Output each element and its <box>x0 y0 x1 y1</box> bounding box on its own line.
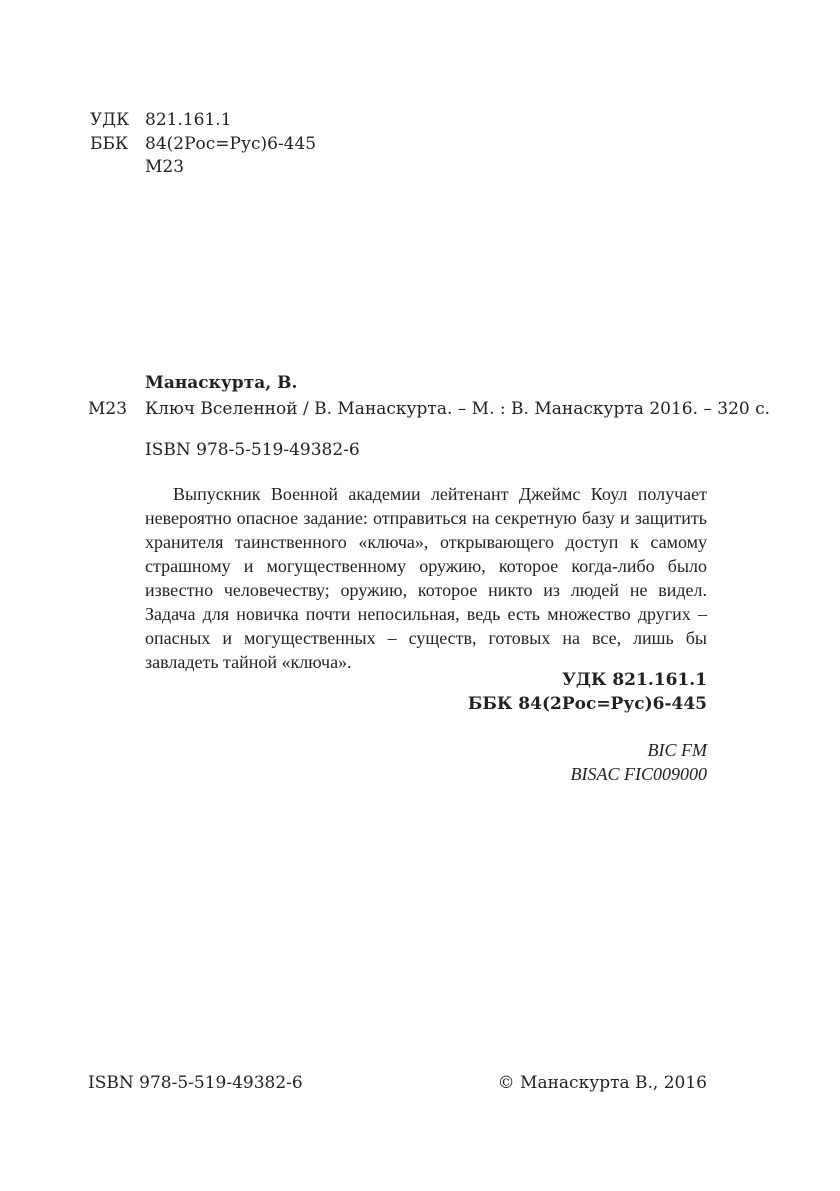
udk-value: 821.161.1 <box>145 110 232 130</box>
bibliographic-line: Ключ Вселенной / В. Манаскурта. – М. : В. Манаскурта 2016. – 320 с. <box>145 399 771 419</box>
udk-label: УДК <box>90 110 130 130</box>
annotation-text: Выпускник Военной академии лейтенант Джеймс Коул получает невероятно опасное задание: отправиться на секретную базу и защитить хранителя таинственного «ключа», открывающего доступ к самому страшному и могущественному оружию, которое когда-либо было известно человечеству; оружию, которое никто из людей не видел. Задача для новичка почти непосильная, ведь есть множество других – опасных и могущественных – существ, готовых на все, лишь бы завладеть тайной «ключа». <box>145 484 707 672</box>
author-sign: М23 <box>145 157 185 177</box>
udk-right: УДК 821.161.1 <box>562 670 707 690</box>
classification-right-block <box>468 668 707 716</box>
subject-codes-block <box>571 738 708 786</box>
bbk-value: 84(2Рос=Рус)6-445 <box>145 134 317 154</box>
isbn-record: ISBN 978-5-519-49382-6 <box>145 440 360 460</box>
author-name: Манаскурта, В. <box>145 373 298 393</box>
copyright-notice: © Манаскурта В., 2016 <box>497 1073 707 1093</box>
footer-isbn: ISBN 978-5-519-49382-6 <box>88 1073 303 1093</box>
bbk-right: ББК 84(2Рос=Рус)6-445 <box>467 694 707 714</box>
bisac-code: BISAC FIC009000 <box>570 764 707 784</box>
bic-code: BIC FM <box>647 740 707 760</box>
bbk-label: ББК <box>90 134 129 154</box>
author-sign-code: М23 <box>88 399 128 419</box>
